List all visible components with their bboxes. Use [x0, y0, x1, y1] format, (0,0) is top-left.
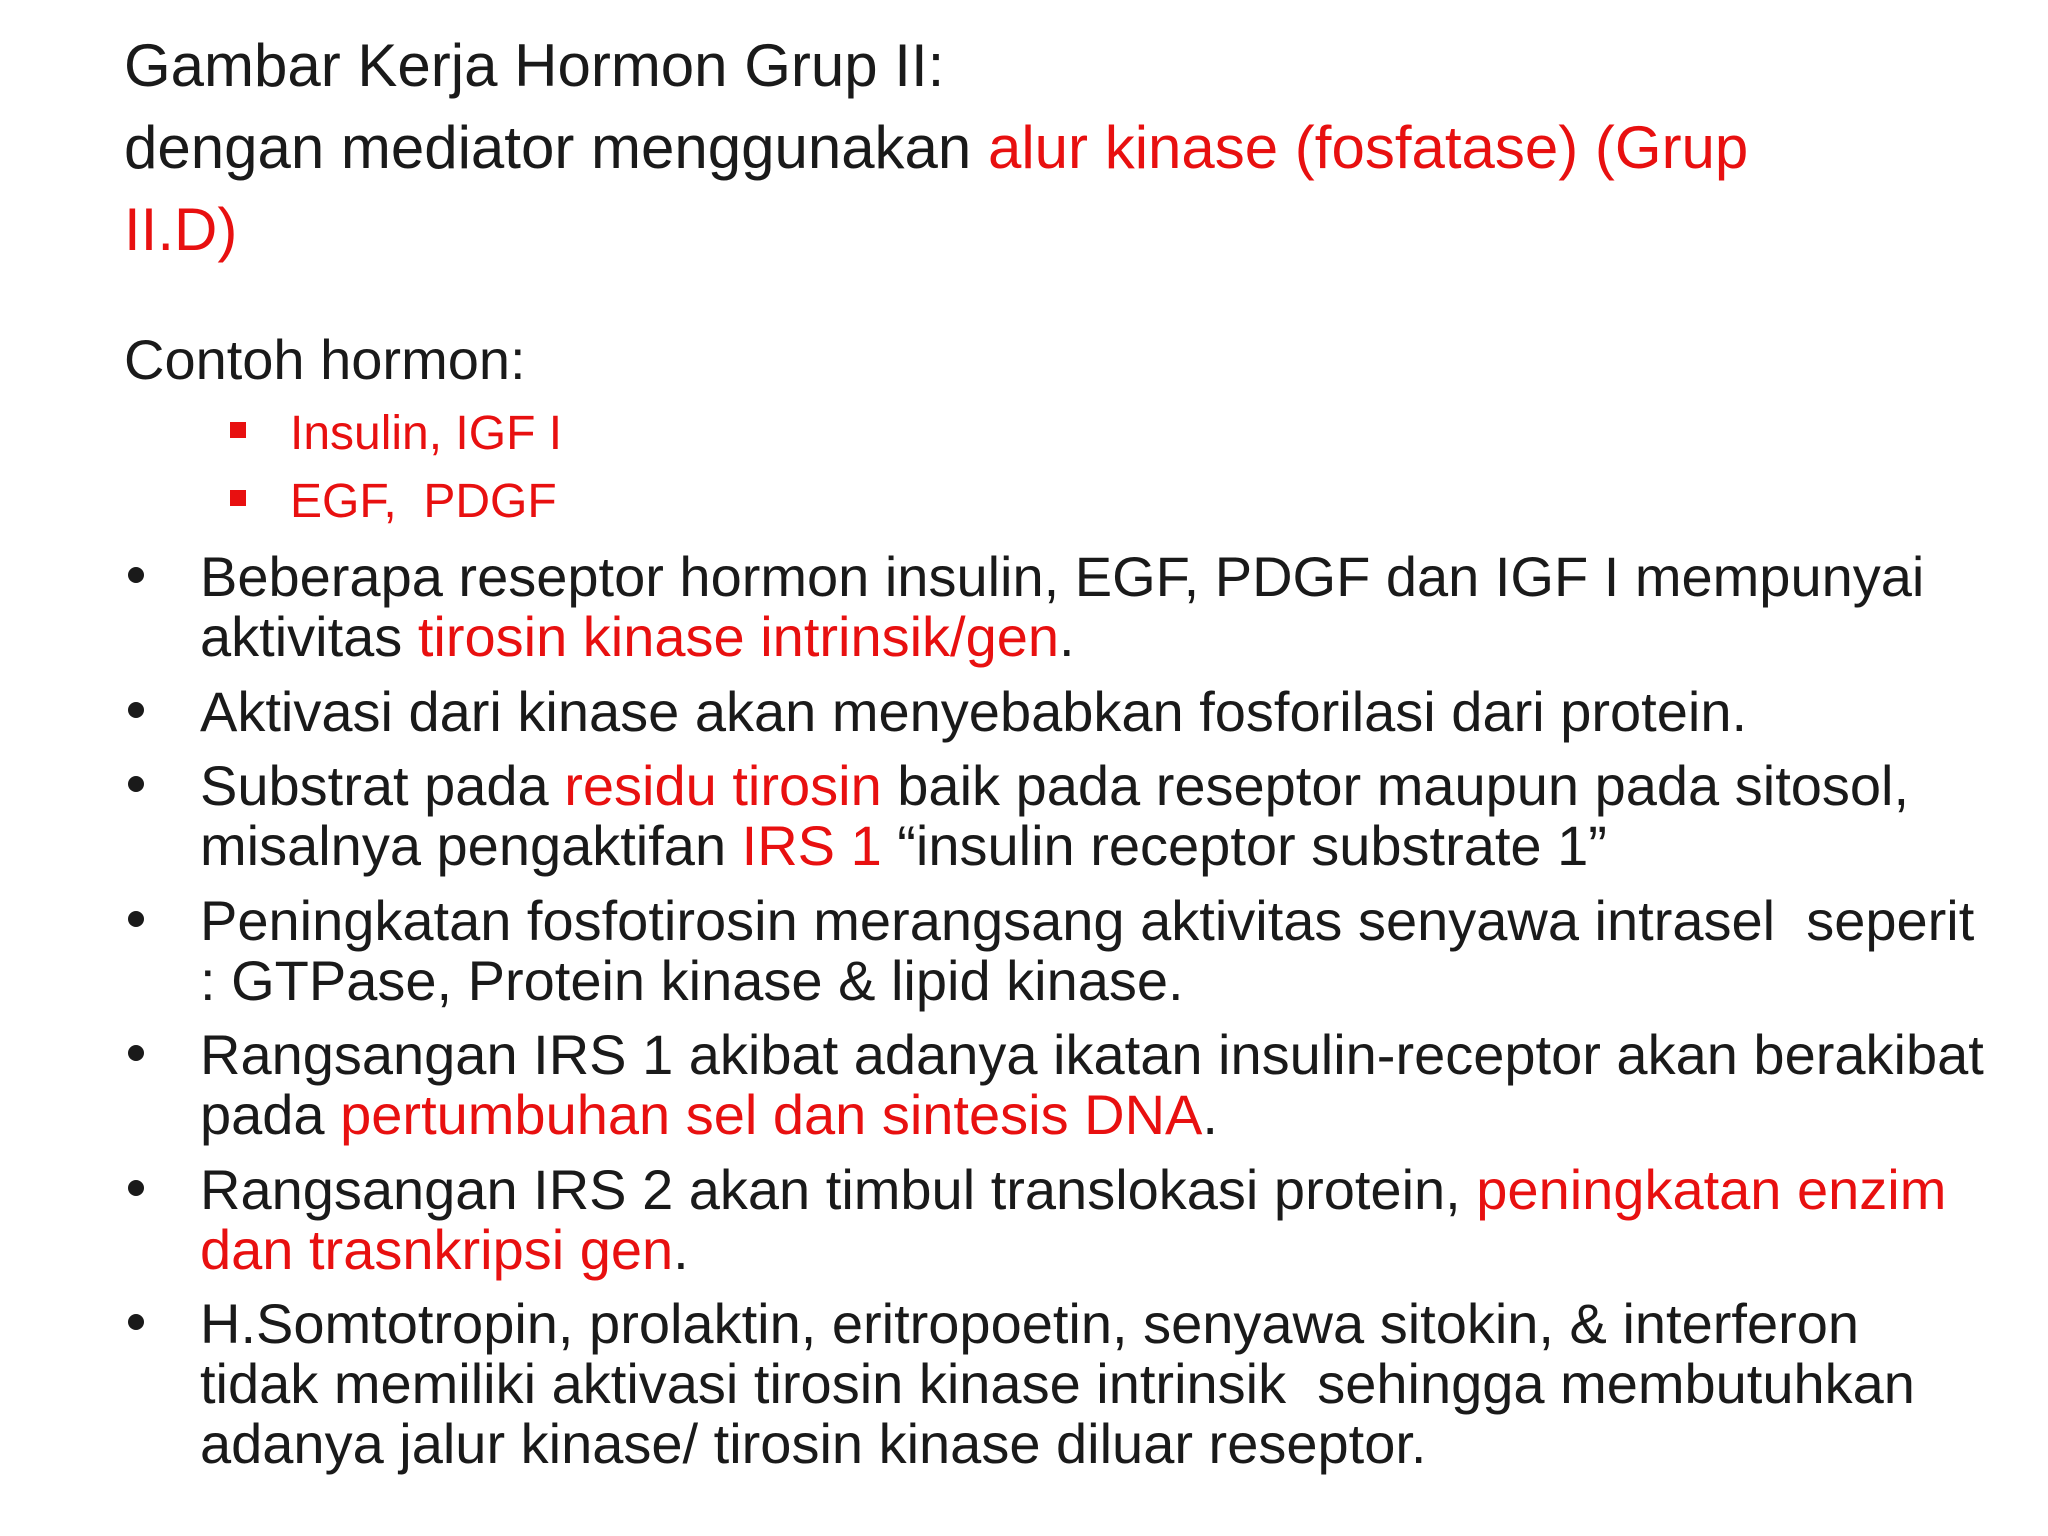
- text-run: residu tirosin: [564, 754, 882, 817]
- bullet-dot-icon: [128, 1180, 144, 1196]
- bullet-item: [0, 1294, 2048, 1474]
- bullet-dot-icon: [128, 567, 144, 583]
- title-line: [124, 189, 1748, 271]
- bullet-line: [200, 547, 2048, 607]
- bullet-dot-icon: [128, 702, 144, 718]
- text-run: dan trasnkripsi gen: [200, 1217, 674, 1281]
- example-hormone-list: [0, 400, 2048, 536]
- title-line: [124, 107, 1748, 189]
- text-run: Aktivasi dari kinase akan menyebabkan fosforilasi dari protein.: [200, 679, 1748, 743]
- title-line: [124, 25, 1748, 107]
- text-run: .: [1059, 605, 1075, 668]
- bullet-line: [200, 1025, 2048, 1085]
- square-bullet-icon: [230, 490, 246, 506]
- title-highlight-text: II.D): [124, 196, 238, 263]
- text-run: Beberapa reseptor hormon insulin, EGF, PDGF dan IGF I mempunyai: [200, 545, 1925, 608]
- examples-heading: Contoh hormon:: [124, 328, 526, 391]
- text-run: tidak memiliki aktivasi tirosin kinase intrinsik sehingga membutuhkan: [200, 1352, 1915, 1415]
- text-run: baik pada reseptor maupun pada sitosol,: [881, 754, 1910, 817]
- title-text: dengan mediator menggunakan: [124, 114, 988, 181]
- bullet-line: [200, 1085, 2048, 1145]
- bullet-item: [0, 547, 2048, 667]
- title-highlight-text: alur kinase (fosfatase) (Grup: [987, 114, 1749, 181]
- text-run: misalnya pengaktifan: [200, 814, 742, 877]
- bullet-dot-icon: [128, 1314, 144, 1330]
- text-run: IRS 1: [741, 814, 882, 877]
- text-run: H.Somtotropin, prolaktin, eritropoetin, senyawa sitokin, & interferon: [200, 1292, 1860, 1355]
- bullet-line: [200, 679, 2048, 743]
- example-item-text: EGF, PDGF: [290, 475, 557, 528]
- bullet-line: [200, 1217, 2048, 1281]
- bullet-line: [200, 1294, 2048, 1354]
- slide-title: [124, 25, 1748, 271]
- text-run: .: [1202, 1083, 1218, 1146]
- bullet-line: [200, 1414, 2048, 1474]
- bullet-line: [200, 756, 2048, 816]
- example-item-text: Insulin, IGF I: [290, 407, 563, 460]
- bullet-dot-icon: [128, 776, 144, 792]
- text-run: Rangsangan IRS 2 akan timbul translokasi protein,: [200, 1157, 1477, 1221]
- example-item: [0, 468, 2048, 536]
- bullet-item: [0, 1025, 2048, 1145]
- text-run: adanya jalur kinase/ tirosin kinase diluar reseptor.: [200, 1412, 1427, 1475]
- bullet-line: [200, 816, 2048, 876]
- bullet-dot-icon: [128, 1045, 144, 1061]
- text-run: tirosin kinase intrinsik/gen: [417, 605, 1060, 668]
- text-run: “insulin receptor substrate 1”: [881, 814, 1607, 877]
- bullet-item: [0, 756, 2048, 876]
- bullet-line: [200, 1354, 2048, 1414]
- text-run: .: [673, 1217, 689, 1281]
- bullet-line: [200, 888, 2048, 952]
- example-item: [0, 400, 2048, 468]
- text-run: Rangsangan IRS 1 akibat adanya ikatan insulin-receptor akan berakibat: [200, 1023, 1984, 1086]
- text-run: peningkatan enzim: [1476, 1157, 1947, 1221]
- text-run: : GTPase, Protein kinase & lipid kinase.: [200, 948, 1184, 1012]
- bullet-item: [0, 1157, 2048, 1281]
- bullet-list: [0, 547, 2048, 1474]
- square-bullet-icon: [230, 422, 246, 438]
- text-run: Substrat pada: [200, 754, 565, 817]
- bullet-dot-icon: [128, 911, 144, 927]
- text-run: Peningkatan fosfotirosin merangsang aktivitas senyawa intrasel seperit: [200, 888, 1975, 952]
- bullet-line: [200, 607, 2048, 667]
- bullet-item: [0, 888, 2048, 1012]
- title-text: Gambar Kerja Hormon Grup II:: [124, 32, 945, 99]
- bullet-line: [200, 948, 2048, 1012]
- text-run: aktivitas: [200, 605, 418, 668]
- bullet-line: [200, 1157, 2048, 1221]
- text-run: pada: [200, 1083, 341, 1146]
- text-run: pertumbuhan sel dan sintesis DNA: [340, 1083, 1203, 1146]
- bullet-item: [0, 679, 2048, 743]
